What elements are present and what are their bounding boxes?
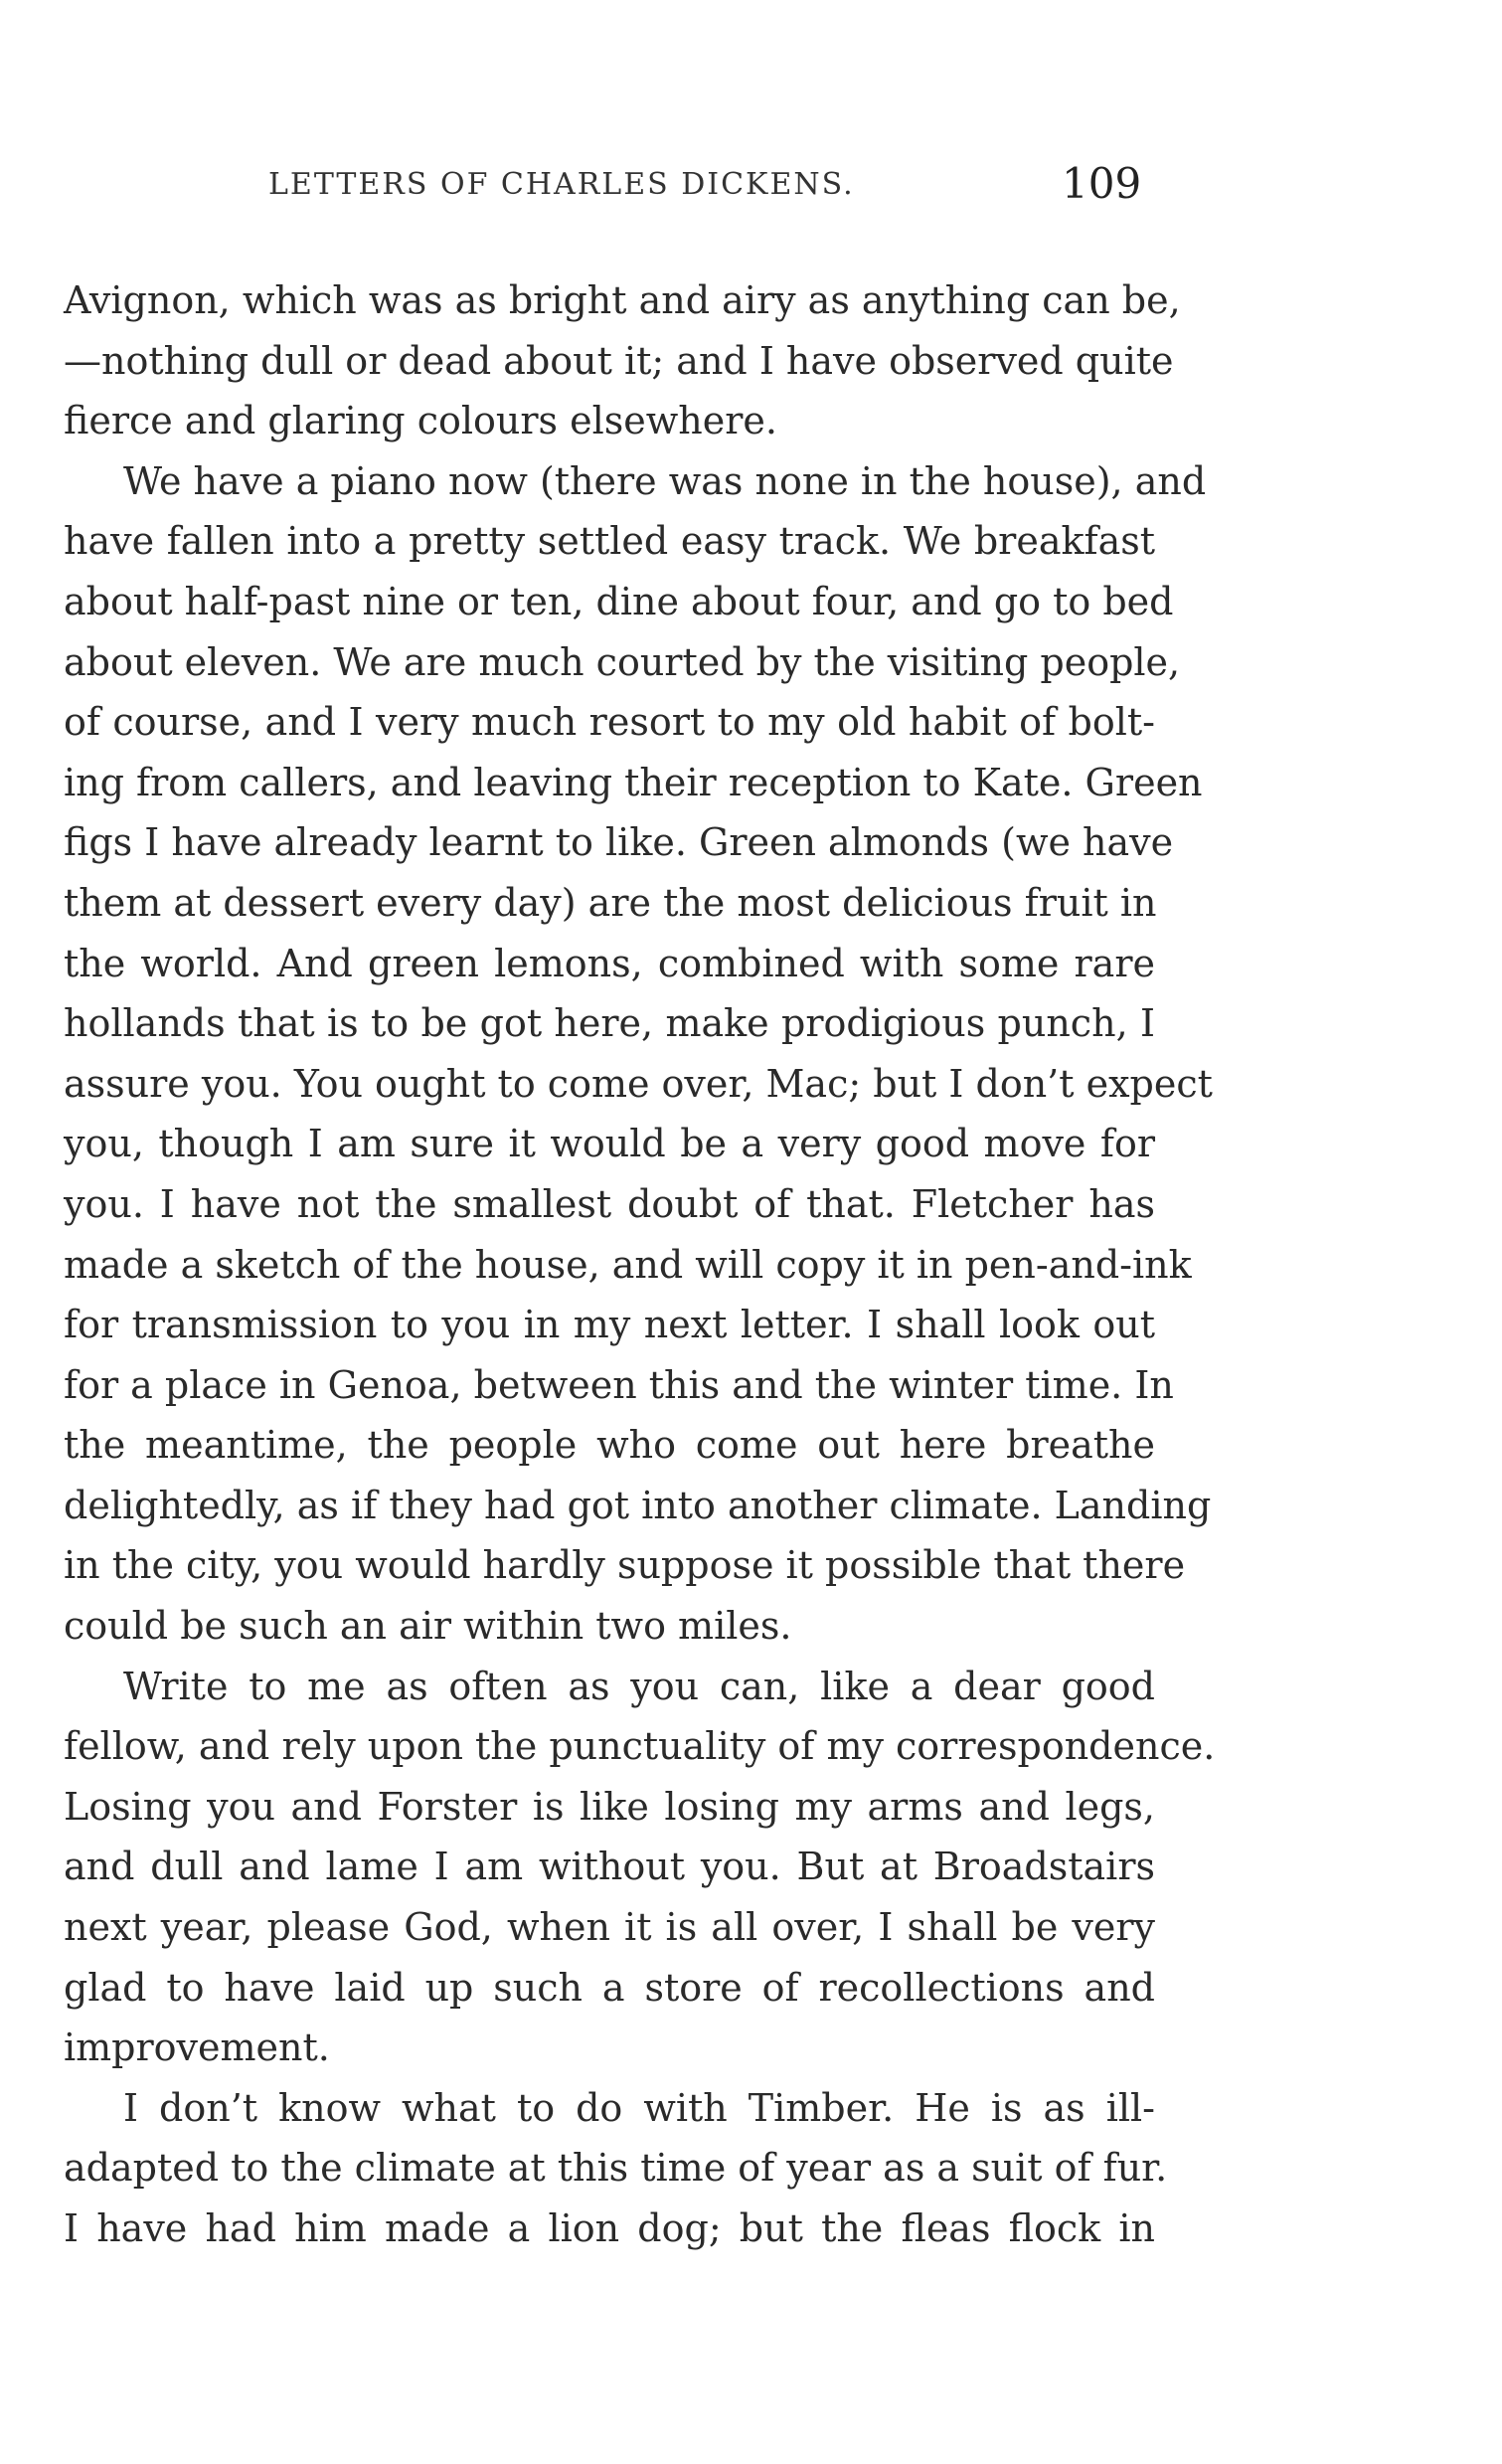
text-line: fierce and glaring colours elsewhere. [64,399,777,443]
text-line: could be such an air within two miles. [64,1604,792,1649]
text-line: have fallen into a pretty settled easy track. We breakfast [64,519,1155,564]
text-line: I don’t know what to do with Timber. He is as ill- [123,2085,1155,2130]
text-line: the world. And green lemons, combined with some rare [64,941,1155,985]
text-line: delightedly, as if they had got into another climate. Landing [64,1483,1212,1527]
text-line: assure you. You ought to come over, Mac; but I don’t expect [64,1061,1213,1106]
text-line: you. I have not the smallest doubt of that. Fletcher has [64,1181,1155,1226]
text-line: and dull and lame I am without you. But at Broadstairs [64,1845,1155,1889]
text-line: adapted to the climate at this time of year as a suit of fur. [64,2146,1168,2191]
text-line: improvement. [64,2025,330,2070]
text-line: the meantime, the people who come out here breathe [64,1423,1155,1468]
text-line: made a sketch of the house, and will copy it in pen-and-ink [64,1242,1192,1287]
text-line: for transmission to you in my next letter. I shall look out [64,1303,1155,1347]
page-number: 109 [1062,159,1142,208]
text-line: for a place in Genoa, between this and the winter time. In [64,1362,1174,1407]
text-line: of course, and I very much resort to my old habit of bolt- [64,700,1155,745]
text-line: —nothing dull or dead about it; and I have observed quite [64,338,1174,383]
text-line: fellow, and rely upon the punctuality of my correspondence. [64,1724,1216,1769]
text-line: them at dessert every day) are the most delicious fruit in [64,880,1157,925]
text-line: about eleven. We are much courted by the visiting people, [64,639,1181,684]
running-title: LETTERS OF CHARLES DICKENS. [268,167,855,202]
text-line: glad to have laid up such a store of recollections and [64,1965,1155,2010]
text-line: next year, please God, when it is all over, I shall be very [64,1905,1155,1950]
body-text [64,270,1216,2259]
text-line: hollands that is to be got here, make prodigious punch, I [64,1001,1155,1046]
text-line: about half-past nine or ten, dine about four, and go to bed [64,579,1174,623]
text-line: We have a piano now (there was none in the house), and [123,458,1207,503]
text-line: I have had him made a lion dog; but the fleas flock in [64,2206,1155,2250]
text-line: figs I have already learnt to like. Green almonds (we have [64,820,1174,865]
text-line: Write to me as often as you can, like a dear good [123,1664,1155,1708]
text-line: ing from callers, and leaving their reception to Kate. Green [64,760,1203,804]
text-line: Losing you and Forster is like losing my arms and legs, [64,1784,1155,1829]
text-line: in the city, you would hardly suppose it possible that there [64,1543,1186,1588]
text-line: Avignon, which was as bright and airy as anything can be, [64,278,1181,322]
text-line: you, though I am sure it would be a very good move for [64,1122,1155,1166]
